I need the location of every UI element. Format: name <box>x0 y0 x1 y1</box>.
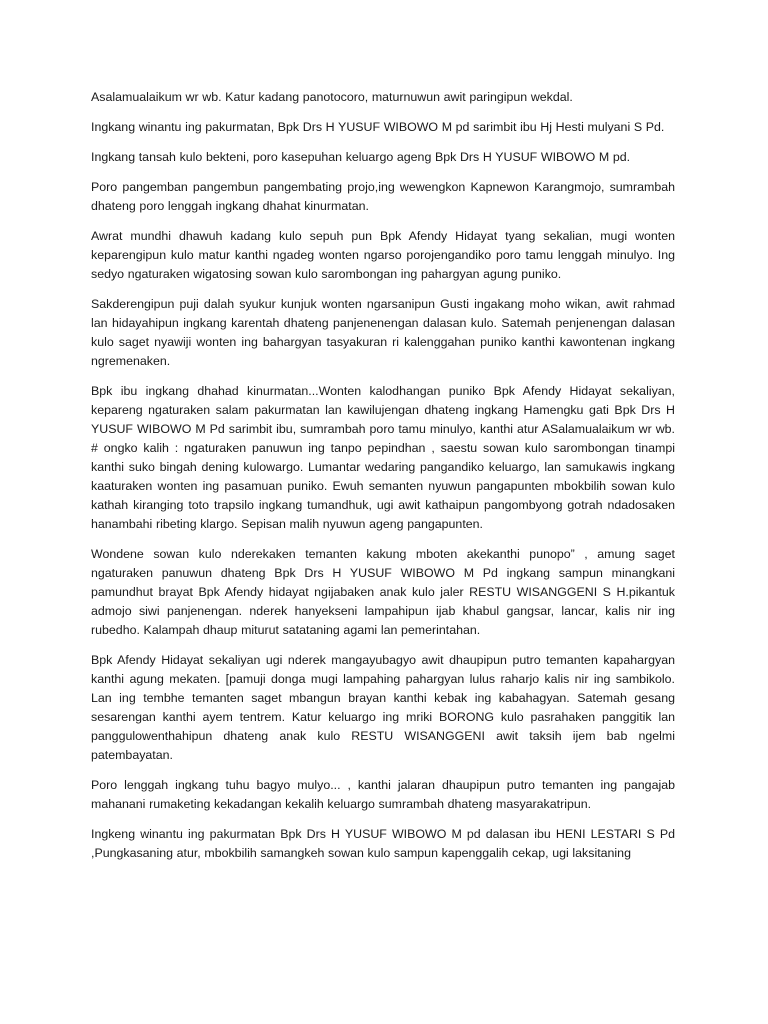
paragraph-kinship: Poro lenggah ingkang tuhu bagyo mulyo... , kanthi jalaran dhaupipun putro temanten ing pangajab mahanani rumaketing kekadangan kekalih keluargo sumrambah dhateng masyarakatripun. <box>91 778 675 811</box>
paragraph-greeting: Asalamualaikum wr wb. Katur kadang panotocoro, maturnuwun awit paringipun wekdal. <box>91 90 573 104</box>
paragraph-blessing: Bpk Afendy Hidayat sekaliyan ugi nderek mangayubagyo awit dhaupipun putro temanten kapahargyan kanthi agung mekaten. [pamuji donga mugi lampahing pahargyan lulus raharjo kalis nir ing sambikolo. Lan ing tembhe temanten saget mbangun brayan kanthi kebak ing kabahagyan. Satemah gesang sesarengan kanthi ayem tentrem. Katur keluargo ing mriki BORONG kulo pasrahaken panggitik lan panggulowenthahipun dhateng anak kulo RESTU WISANGGENI awit taksih ijem bab ngelmi patembayatan. <box>91 653 675 762</box>
paragraph-honored-host: Ingkang winantu ing pakurmatan, Bpk Drs H YUSUF WIBOWO M pd sarimbit ibu Hj Hesti mulyani S Pd. <box>91 120 665 134</box>
paragraph-elders: Ingkang tansah kulo bekteni, poro kasepuhan keluargo ageng Bpk Drs H YUSUF WIBOWO M pd. <box>91 150 631 164</box>
paragraph-closing: Ingkeng winantu ing pakurmatan Bpk Drs H YUSUF WIBOWO M pd dalasan ibu HENI LESTARI S Pd ,Pungkasaning atur, mbokbilih samangkeh sowan kulo sampun kapenggalih cekap, ugi laksitaning <box>91 827 675 860</box>
paragraph-salutation: Bpk ibu ingkang dhahad kinurmatan...Wonten kalodhangan puniko Bpk Afendy Hidayat sekaliyan, kepareng ngaturaken salam pakurmatan lan kawilujengan dhateng ingkang Hamengku gati Bpk Drs H YUSUF WIBOWO M Pd sarimbit ibu, sumrambah poro tamu minulyo, kanthi atur ASalamualaikum wr wb. # ongko kalih : ngaturaken panuwun ing tanpo pepindhan , saestu sowan kulo sarombongan tinampi kanthi suko bingah dening kulowargo. Lumantar wedaring pangandiko keluargo, lan samukawis ingkang kaaturaken wonten ing pasamuan puniko. Ewuh semanten nyuwun pangapunten mbokbilih sowan kulo kathah kiranging toto trapsilo ingkang tumandhuk, ugi awit kathaipun pangombyong gotrah ndadosaken hanambahi ribeting klargo. Sepisan malih nyuwun ageng pangapunten. <box>91 384 675 531</box>
paragraph-mandate: Awrat mundhi dhawuh kadang kulo sepuh pun Bpk Afendy Hidayat tyang sekalian, mugi wonten keparengipun kulo matur kanthi ngadeg wonten ngarso porojengandiko poro tamu lenggah minulyo. Ing sedyo ngaturaken wigatosing sowan kulo sarombongan ing pahargyan agung puniko. <box>91 229 675 281</box>
paragraph-officials: Poro pangemban pangembun pangembating projo,ing wewengkon Kapnewon Karangmojo, sumrambah dhateng poro lenggah ingkang dhahat kinurmatan. <box>91 180 675 213</box>
document-page <box>91 88 675 874</box>
paragraph-escort: Wondene sowan kulo nderekaken temanten kakung mboten akekanthi punopo” , amung saget ngaturaken panuwun dhateng Bpk Drs H YUSUF WIBOWO M Pd ingkang sampun minangkani pamundhut brayat Bpk Afendy hidayat ngijabaken anak kulo jaler RESTU WISANGGENI S H.pikantuk admojo siwi panjenengan. nderek hanyekseni lampahipun ijab khabul gangsar, lancar, kalis nir ing rubedho. Kalampah dhaup miturut satataning agami lan pemerintahan. <box>91 547 675 637</box>
paragraph-gratitude: Sakderengipun puji dalah syukur kunjuk wonten ngarsanipun Gusti ingakang moho wikan, awit rahmad lan hidayahipun ingkang karentah dhateng panjenenengan dalasan kulo. Satemah penjenengan dalasan kulo saget nyawiji wonten ing bahargyan tasyakuran ri kalenggahan puniko kanthi kawontenan ingkang ngremenaken. <box>91 297 675 368</box>
